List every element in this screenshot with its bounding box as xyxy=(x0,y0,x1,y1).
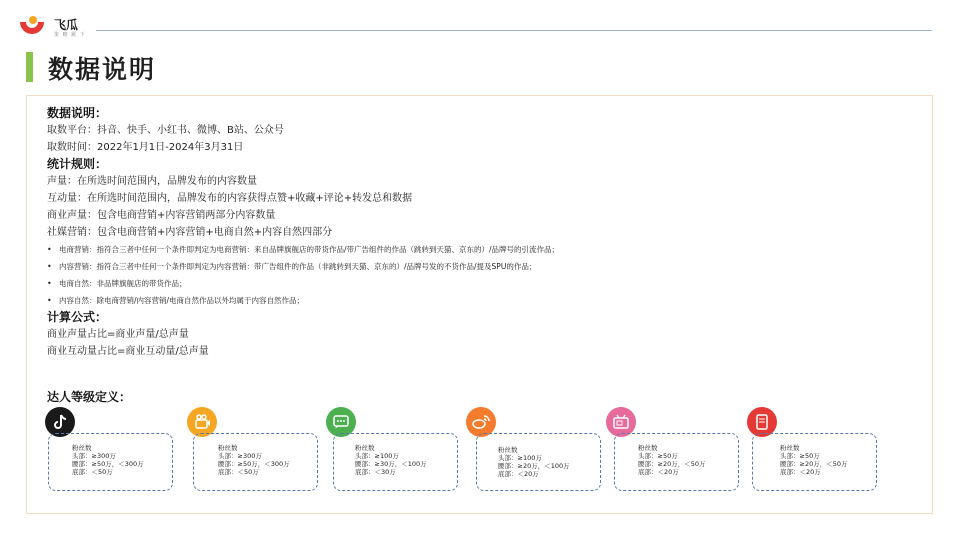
bullet-ecommerce-marketing: • 电商营销：指符合三者中任何一个条件即判定为电商营销：来自品牌旗舰店的带货作品/带广告组件的作品（跳转到天猫、京东的）/品牌号的引流作品； xyxy=(47,241,907,258)
brand-name: 飞瓜 xyxy=(54,18,79,32)
card-fans-label: 粉丝数 头部：≥300万 腰部：≥50万，＜300万 底部：＜50万 xyxy=(72,444,144,476)
formula-commercial-volume: 商业声量占比=商业声量/总声量 xyxy=(47,329,189,340)
bullet-ecommerce-natural: • 电商自然：非品牌旗舰店的带货作品； xyxy=(47,275,907,292)
feigua-logo-icon xyxy=(16,12,50,42)
rules-heading: 统计规则： xyxy=(47,157,108,171)
rule-volume: 声量：在所选时间范围内，品牌发布的内容数量 xyxy=(47,176,257,187)
bullet-content-natural: • 内容自然：除电商营销/内容营销/电商自然作品以外均属于内容自然作品； xyxy=(47,292,907,309)
brand-tagline: 策 略 跳 下 xyxy=(54,32,86,38)
explanation-content xyxy=(47,105,907,360)
rule-commercial-volume: 商业声量：包含电商营销+内容营销两部分内容数量 xyxy=(47,210,276,221)
rule-interaction: 互动量：在所选时间范围内，品牌发布的内容获得点赞+收藏+评论+转发总和数据 xyxy=(47,193,413,204)
card-fans-label: 粉丝数 头部：≥100万 腰部：≥30万，＜100万 底部：＜30万 xyxy=(355,444,427,476)
title-accent-bar xyxy=(26,52,33,82)
card-fans-label: 粉丝数 头部：≥300万 腰部：≥50万，＜300万 底部：＜50万 xyxy=(218,444,290,476)
period-line: 取数时间：2022年1月1日-2024年3月31日 xyxy=(47,142,244,153)
page-title: 数据说明 xyxy=(48,55,157,84)
data-heading: 数据说明： xyxy=(47,106,108,120)
header-divider xyxy=(96,30,932,31)
formula-commercial-interaction: 商业互动量占比=商业互动量/总声量 xyxy=(47,346,209,357)
card-fans-label: 粉丝数 头部：≥100万 腰部：≥20万，＜100万 底部：＜20万 xyxy=(498,446,570,478)
tiers-heading: 达人等级定义： xyxy=(47,390,132,404)
card-fans-label: 粉丝数 头部：≥50万 腰部：≥20万，＜50万 底部：＜20万 xyxy=(780,444,848,476)
bullet-content-marketing: • 内容营销：指符合三者中任何一个条件即判定为内容营销：带广告组件的作品（非跳转到天猫、京东的）/品牌号发的不货作品/提及SPU的作品； xyxy=(47,258,907,275)
platform-line: 取数平台：抖音、快手、小红书、微博、B站、公众号 xyxy=(47,125,284,136)
formula-heading: 计算公式： xyxy=(47,310,108,324)
card-fans-label: 粉丝数 头部：≥50万 腰部：≥20万，＜50万 底部：＜20万 xyxy=(638,444,706,476)
rule-social-marketing: 社媒营销：包含电商营销+内容营销+电商自然+内容自然四部分 xyxy=(47,227,333,238)
